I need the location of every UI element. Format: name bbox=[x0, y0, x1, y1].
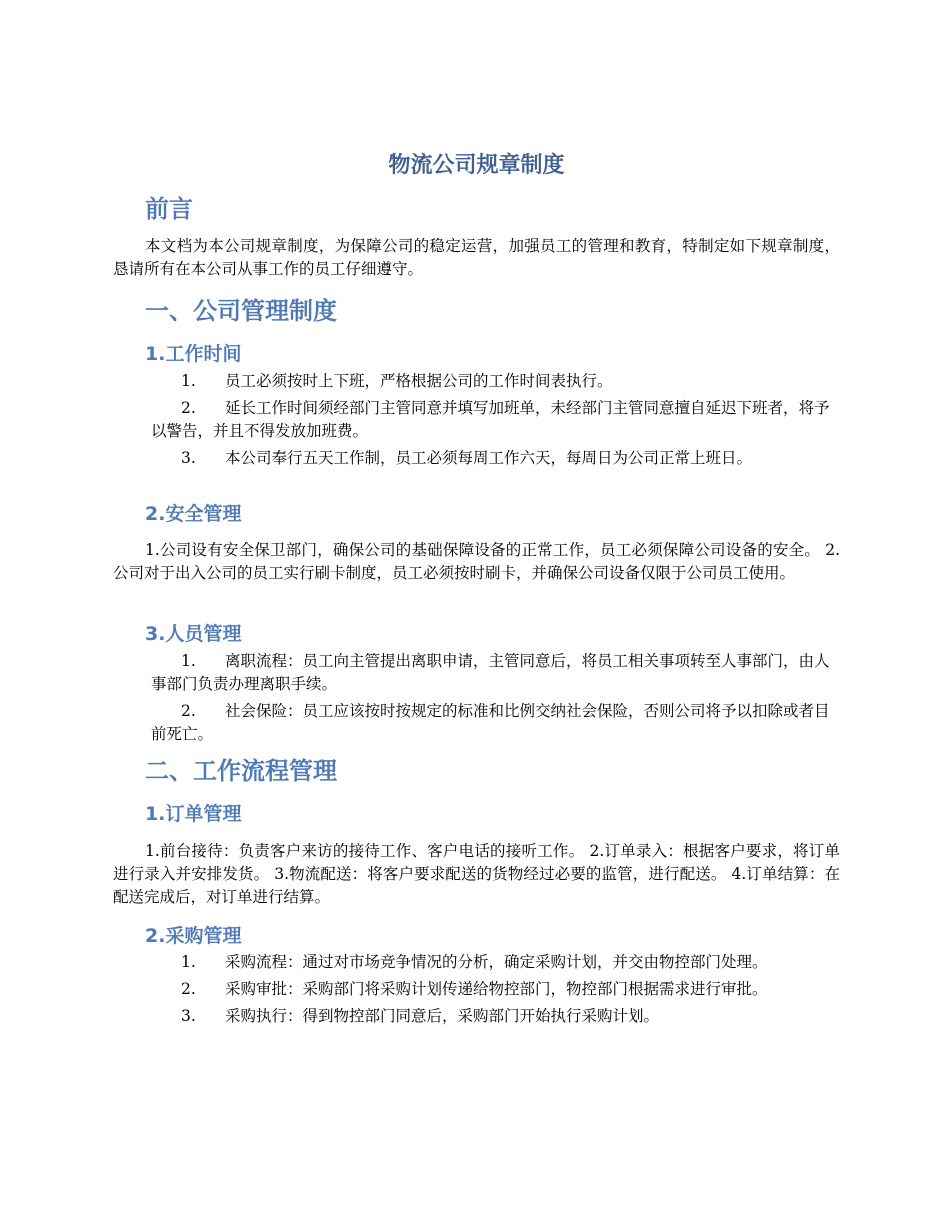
list-text: 离职流程：员工向主管提出离职申请，主管同意后，将员工相关事项转至人事部门，由人事部门负责办理离职手续。 bbox=[151, 652, 830, 693]
list-item bbox=[151, 700, 840, 746]
purchasing-list bbox=[151, 951, 840, 1032]
list-number: 2. bbox=[181, 702, 196, 720]
list-text: 本公司奉行五天工作制，员工必须每周工作六天，每周日为公司正常上班日。 bbox=[225, 449, 753, 467]
list-number: 2. bbox=[181, 980, 196, 998]
preface-paragraph: 本文档为本公司规章制度，为保障公司的稳定运营，加强员工的管理和教育，特制定如下规章制度，恳请所有在本公司从事工作的员工仔细遵守。 bbox=[113, 237, 840, 278]
work-time-list bbox=[151, 370, 840, 474]
section2-heading: 二、工作流程管理 bbox=[145, 757, 337, 785]
list-number: 1. bbox=[181, 372, 196, 390]
orders-paragraph: 1.前台接待：负责客户来访的接待工作、客户电话的接听工作。 2.订单录入：根据客户要求，将订单进行录入并安排发货。 3.物流配送：将客户要求配送的货物经过必要的监管，进行配送。 4.订单结算：在配送完成后，对订单进行结算。 bbox=[113, 842, 840, 906]
document-title: 物流公司规章制度 bbox=[388, 153, 565, 178]
personnel-heading: 3.人员管理 bbox=[145, 623, 242, 645]
list-item bbox=[151, 370, 840, 393]
safety-heading: 2.安全管理 bbox=[145, 503, 242, 525]
preface-heading: 前言 bbox=[145, 195, 193, 223]
orders-heading: 1.订单管理 bbox=[145, 803, 242, 825]
list-text: 社会保险：员工应该按时按规定的标准和比例交纳社会保险，否则公司将予以扣除或者目前死亡。 bbox=[151, 702, 830, 743]
list-number: 3. bbox=[181, 1007, 196, 1025]
list-text: 延长工作时间须经部门主管同意并填写加班单，未经部门主管同意擅自延迟下班者，将予以警告，并且不得发放加班费。 bbox=[151, 399, 830, 440]
purchasing-heading: 2.采购管理 bbox=[145, 925, 242, 947]
list-text: 采购审批：采购部门将采购计划传递给物控部门，物控部门根据需求进行审批。 bbox=[225, 980, 768, 998]
safety-paragraph: 1.公司设有安全保卫部门，确保公司的基础保障设备的正常工作，员工必须保障公司设备的安全。 2.公司对于出入公司的员工实行刷卡制度，员工必须按时刷卡，并确保公司设备仅限于公司员工使用。 bbox=[113, 541, 840, 582]
work-time-heading: 1.工作时间 bbox=[145, 343, 242, 365]
list-number: 2. bbox=[181, 399, 196, 417]
section1-heading: 一、公司管理制度 bbox=[145, 297, 337, 325]
list-text: 员工必须按时上下班，严格根据公司的工作时间表执行。 bbox=[225, 372, 613, 390]
list-item bbox=[151, 447, 840, 470]
list-item bbox=[151, 978, 840, 1001]
list-item bbox=[151, 951, 840, 974]
list-text: 采购执行：得到物控部门同意后，采购部门开始执行采购计划。 bbox=[225, 1007, 660, 1025]
list-number: 1. bbox=[181, 652, 196, 670]
list-number: 3. bbox=[181, 449, 196, 467]
list-text: 采购流程：通过对市场竞争情况的分析，确定采购计划，并交由物控部门处理。 bbox=[225, 953, 768, 971]
list-item bbox=[151, 397, 840, 443]
list-number: 1. bbox=[181, 953, 196, 971]
list-item bbox=[151, 1005, 840, 1028]
personnel-list bbox=[151, 650, 840, 750]
list-item bbox=[151, 650, 840, 696]
